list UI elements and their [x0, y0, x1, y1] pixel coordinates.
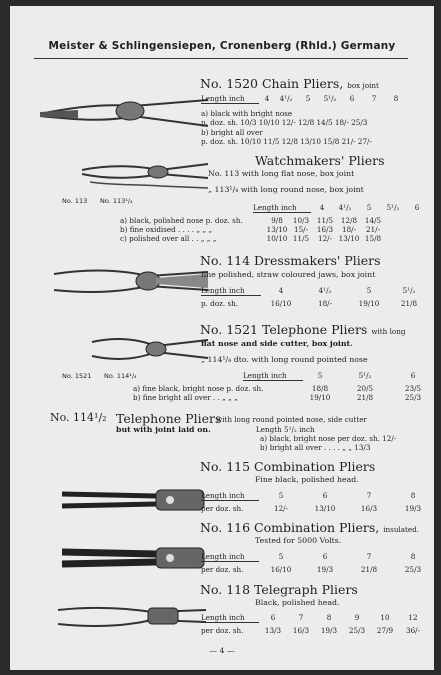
p1521-subtitle-2: „ 114¹/₄ dto. with long round pointed nose [201, 355, 368, 364]
insulated-combination-pliers-illustration [60, 536, 208, 580]
p1520-line-b2: p. doz. sh. 10/10 11/5 12/8 13/10 15/8 21/- 27/- [201, 137, 372, 146]
p114-subtitle: fine polished, straw coloured jaws, box joint [201, 270, 376, 279]
p113-length-row: Length inch 4 4¹/₂ 5 5¹/₂ 6 [253, 203, 420, 212]
watchmakers-pliers-illustration [80, 156, 210, 196]
catalog-page [10, 6, 434, 670]
page-header: Meister & Schlingensiepen, Cronenberg (Rhld.) Germany [48, 40, 396, 52]
p1141-number: No. 114¹/₂ [50, 411, 107, 424]
p118-subtitle: Black, polished head. [255, 598, 340, 607]
p1141-length: Length 5¹/₂ inch [256, 425, 315, 434]
p1521-title: No. 1521 Telephone Pliers with long [200, 322, 406, 337]
combination-pliers-illustration [60, 478, 208, 522]
p113-title: Watchmakers' Pliers [255, 153, 385, 168]
p115-subtitle: Fine black, polished head. [255, 475, 359, 484]
p115-length-row: Length inch 5 6 7 8 [201, 491, 416, 500]
p1520-title: No. 1520 Chain Pliers, box joint [200, 76, 379, 91]
chain-pliers-illustration [38, 86, 208, 134]
page-number: — 4 — [209, 646, 235, 655]
p114-price-row: p. doz. sh. 16/10 18/- 19/10 21/8 [201, 299, 418, 308]
p1520-length-row: Length inch 4 4¹/₂ 5 5¹/₂ 6 7 8 [201, 94, 399, 103]
p1141-title: Telephone Pliers [116, 411, 222, 426]
p1521-row-a: a) fine black, bright nose p. doz. sh. 18/8 20/5 23/5 [133, 384, 422, 393]
p115-title: No. 115 Combination Pliers [200, 459, 376, 474]
p114-title: No. 114 Dressmakers' Pliers [200, 253, 381, 268]
p118-length-row: Length inch 6 7 8 9 10 12 [201, 613, 418, 622]
p118-price-row: per doz. sh. 13/3 16/3 19/3 25/3 27/9 36/- [201, 626, 420, 635]
p1520-line-a1: a) black with bright nose [201, 109, 293, 118]
p1521-caption-1: No. 1521 [62, 372, 92, 380]
p1141-desc-2: but with joint laid on. [116, 425, 211, 434]
p113-row-a: a) black, polished nose p. doz. sh. 9/8 10/3 11/5 12/8 14/5 [120, 216, 382, 225]
p1521-caption-2: No. 114¹/₄ [104, 372, 137, 380]
p116-price-row: per doz. sh. 16/10 19/3 21/8 25/3 [201, 565, 422, 574]
p113-caption-1: No. 113 [62, 197, 88, 205]
p1521-length-row: Length inch 5 5¹/₂ 6 [243, 371, 416, 380]
p113-row-c: c) polished over all . . „ „ „ 10/10 11/5 12/- 13/10 15/8 [120, 234, 382, 243]
header-rule [34, 58, 408, 59]
p1141-row-a: a) black, bright nose per doz. sh. 12/- [260, 434, 397, 443]
p1521-row-b: b) fine bright all over . . „ „ „ 19/10 21/8 25/3 [133, 393, 422, 402]
p113-line-1: No. 113 with long flat nose, box joint [208, 169, 355, 178]
dressmakers-pliers-illustration [52, 256, 210, 306]
p116-subtitle: Tested for 5000 Volts. [255, 536, 342, 545]
p116-length-row: Length inch 5 6 7 8 [201, 552, 416, 561]
p115-price-row: per doz. sh. 12/- 13/10 16/3 19/3 [201, 504, 422, 513]
telegraph-pliers-illustration [56, 596, 208, 636]
p113-row-b: b) fine oxidised . . . . „ „ „ 13/10 15/- 16/3 18/- 21/- [120, 225, 380, 234]
p116-title: No. 116 Combination Pliers, insulated. [200, 520, 420, 535]
p113-line-2: „ 113¹/₄ with long round nose, box joint [208, 185, 364, 194]
p1520-line-a2: p. doz. sh. 10/3 10/10 12/- 12/8 14/5 18/- 25/3 [201, 118, 368, 127]
p113-caption-2: No. 113¹/₄ [100, 197, 133, 205]
telephone-pliers-illustration [90, 328, 210, 372]
p1521-subtitle-1: flat nose and side cutter, box joint. [201, 339, 353, 348]
p1520-line-b1: b) bright all over [201, 128, 263, 137]
p118-title: No. 118 Telegraph Pliers [200, 582, 358, 597]
p114-length-row: Length inch 4 4¹/₂ 5 5¹/₂ [201, 286, 416, 295]
p1141-row-b: b) bright all over . . . . „ „ 13/3 [260, 443, 371, 452]
p1141-desc: with long round pointed nose, side cutter [216, 415, 367, 424]
